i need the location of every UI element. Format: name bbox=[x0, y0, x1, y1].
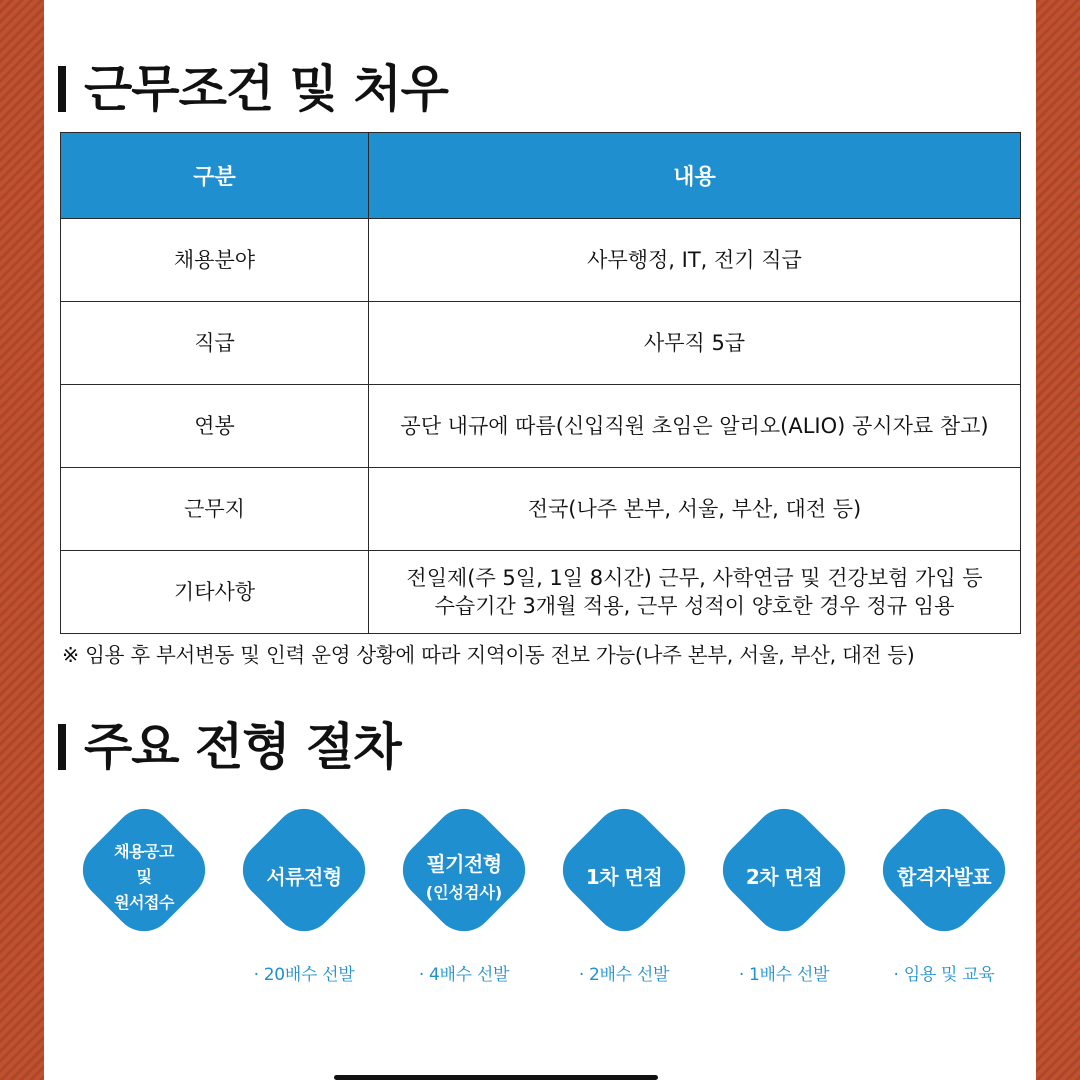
step-title-line: 1차 면접 bbox=[585, 864, 663, 889]
table-row bbox=[61, 385, 1021, 468]
row-value-line: 전일제(주 5일, 1일 8시간) 근무, 사학연금 및 건강보험 가입 등 bbox=[406, 565, 983, 590]
row-value bbox=[369, 219, 1021, 302]
row-value-line: 공단 내규에 따름(신입직원 초임은 알리오(ALIO) 공시자료 참고) bbox=[400, 413, 989, 438]
header-content: 내용 bbox=[369, 133, 1021, 219]
step-application bbox=[64, 804, 224, 984]
table-row bbox=[61, 551, 1021, 634]
section-title-conditions bbox=[58, 60, 448, 118]
step-label bbox=[704, 804, 864, 950]
step-title-line: 합격자발표 bbox=[896, 864, 992, 889]
left-border-pattern bbox=[0, 0, 44, 1080]
home-indicator-bar[interactable] bbox=[334, 1075, 658, 1080]
process-steps bbox=[64, 804, 1024, 1004]
step-first-interview bbox=[544, 804, 704, 984]
step-label bbox=[384, 804, 544, 950]
step-subtitle: (인성검사) bbox=[425, 882, 503, 902]
row-label: 채용분야 bbox=[61, 219, 369, 302]
row-label: 기타사항 bbox=[61, 551, 369, 634]
section-title-text: 주요 전형 절차 bbox=[84, 718, 401, 776]
step-description: · 2배수 선발 bbox=[578, 965, 670, 985]
step-label bbox=[864, 804, 1024, 950]
row-label: 직급 bbox=[61, 302, 369, 385]
table-row bbox=[61, 219, 1021, 302]
step-description: · 1배수 선발 bbox=[738, 965, 830, 985]
header-category: 구분 bbox=[61, 133, 369, 219]
row-value-line: 수습기간 3개월 적용, 근무 성적이 양호한 경우 정규 임용 bbox=[434, 594, 955, 618]
step-label bbox=[544, 804, 704, 950]
title-bar-marker bbox=[58, 66, 66, 112]
table-header-row bbox=[61, 133, 1021, 219]
row-label: 연봉 bbox=[61, 385, 369, 468]
step-title-line: 2차 면접 bbox=[745, 864, 823, 889]
content-panel bbox=[44, 0, 1036, 1080]
step-label bbox=[64, 804, 224, 950]
step-written-exam bbox=[384, 804, 544, 984]
step-title-line: 채용공고 bbox=[114, 841, 174, 861]
row-label: 근무지 bbox=[61, 468, 369, 551]
section-title-process bbox=[58, 718, 401, 776]
row-value bbox=[369, 468, 1021, 551]
step-title-line: 원서접수 bbox=[114, 892, 174, 912]
section-title-text: 근무조건 및 처우 bbox=[84, 60, 448, 118]
step-description: · 4배수 선발 bbox=[418, 965, 510, 985]
step-title-line: 필기전형 bbox=[426, 851, 502, 876]
footnote: ※ 임용 후 부서변동 및 인력 운영 상황에 따라 지역이동 전보 가능(나주 본부, 서울, 부산, 대전 등) bbox=[62, 643, 915, 667]
right-border-pattern bbox=[1036, 0, 1080, 1080]
step-label bbox=[224, 804, 384, 950]
step-title-line: 및 bbox=[136, 867, 152, 887]
row-value-line: 사무행정, IT, 전기 직급 bbox=[587, 247, 802, 272]
step-document-screening bbox=[224, 804, 384, 984]
row-value-line: 사무직 5급 bbox=[643, 330, 746, 355]
row-value-line: 전국(나주 본부, 서울, 부산, 대전 등) bbox=[527, 496, 862, 521]
step-title-line: 서류전형 bbox=[266, 864, 342, 889]
step-final-announcement bbox=[864, 804, 1024, 984]
table-row bbox=[61, 468, 1021, 551]
row-value bbox=[369, 302, 1021, 385]
step-second-interview bbox=[704, 804, 864, 984]
title-bar-marker bbox=[58, 724, 66, 770]
step-description: · 20배수 선발 bbox=[253, 965, 355, 985]
step-description: · 임용 및 교육 bbox=[893, 965, 995, 985]
conditions-table bbox=[60, 132, 1021, 634]
row-value bbox=[369, 551, 1021, 634]
table-row bbox=[61, 302, 1021, 385]
row-value bbox=[369, 385, 1021, 468]
